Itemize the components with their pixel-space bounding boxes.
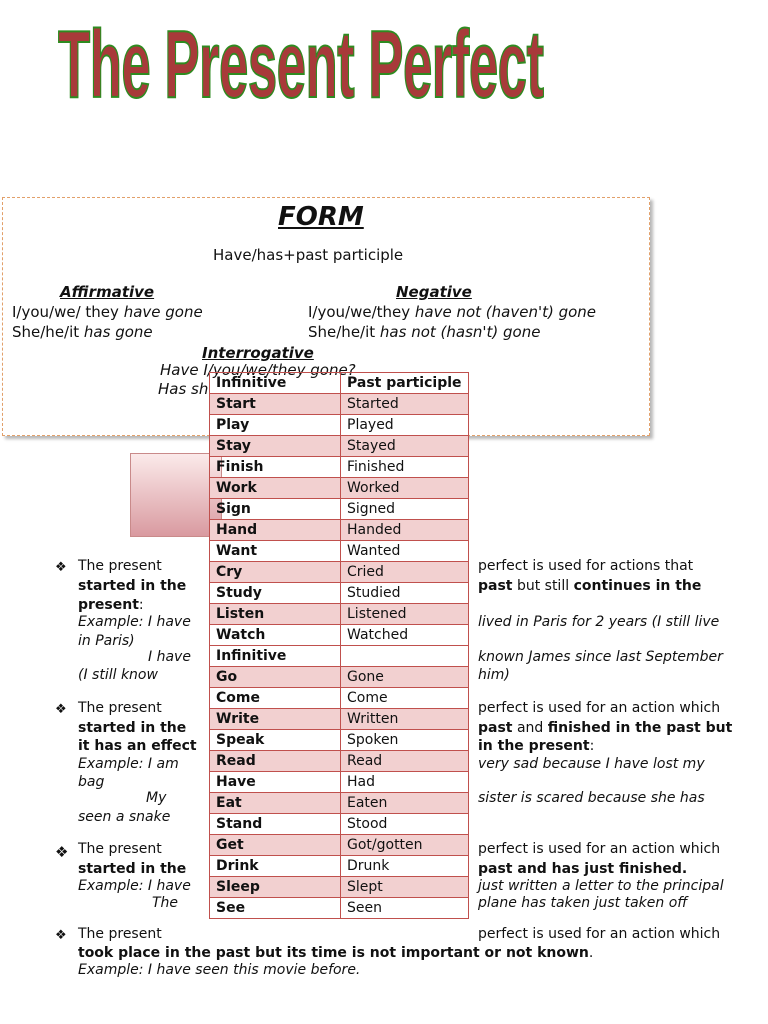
infinitive-cell: Finish <box>210 457 341 478</box>
infinitive-cell: Stay <box>210 436 341 457</box>
bullet-icon: ❖ <box>55 702 67 717</box>
usage-2-text-b: perfect is used for an action which <box>478 700 721 716</box>
usage-3-example-1b: just written a letter to the principal <box>478 878 724 894</box>
table-row <box>210 793 469 814</box>
infinitive-cell: Cry <box>210 562 341 583</box>
table-row <box>210 835 469 856</box>
past-participle-cell: Handed <box>341 520 469 541</box>
usage-2-example-2c: seen a snake <box>78 809 171 825</box>
usage-3-text-c: started in the <box>78 861 187 877</box>
usage-2-text-g: it has an effect <box>78 738 197 754</box>
past-participle-cell: Got/gotten <box>341 835 469 856</box>
table-row <box>210 772 469 793</box>
usage-2-text-d: past and finished in the past but <box>478 720 733 736</box>
infinitive-cell: Have <box>210 772 341 793</box>
usage-1-example-2b: known James since last September <box>478 649 723 665</box>
header-past-participle: Past participle <box>341 373 469 394</box>
past-participle-cell: Listened <box>341 604 469 625</box>
usage-3-example-2a: The <box>152 895 179 911</box>
table-row <box>210 688 469 709</box>
table-row <box>210 856 469 877</box>
infinitive-cell: Work <box>210 478 341 499</box>
negative-heading: Negative <box>396 283 472 301</box>
usage-2-example-1c: bag <box>78 774 105 790</box>
interrogative-line-2: Has sh <box>158 380 209 398</box>
table-row <box>210 583 469 604</box>
usage-3-text-b: perfect is used for an action which <box>478 841 721 857</box>
usage-3-example-2b: plane has taken just taken off <box>478 895 688 911</box>
past-participle-cell: Slept <box>341 877 469 898</box>
form-heading: FORM <box>278 202 364 232</box>
past-participle-cell: Wanted <box>341 541 469 562</box>
infinitive-cell: Sleep <box>210 877 341 898</box>
usage-1-text-g: present: <box>78 597 144 613</box>
past-participle-cell: Worked <box>341 478 469 499</box>
infinitive-cell: Watch <box>210 625 341 646</box>
verb-table <box>209 372 469 919</box>
usage-4-example: Example: I have seen this movie before. <box>78 962 361 978</box>
infinitive-cell: See <box>210 898 341 919</box>
table-row <box>210 562 469 583</box>
infinitive-cell: Write <box>210 709 341 730</box>
negative-line-1: I/you/we/they have not (haven't) gone <box>308 303 597 321</box>
infinitive-cell: Read <box>210 751 341 772</box>
bullet-icon: ❖ <box>55 928 67 943</box>
interrogative-heading: Interrogative <box>202 344 314 362</box>
past-participle-cell <box>341 646 469 667</box>
infinitive-cell: Infinitive <box>210 646 341 667</box>
infinitive-cell: Hand <box>210 520 341 541</box>
table-row <box>210 541 469 562</box>
table-row <box>210 520 469 541</box>
table-row <box>210 499 469 520</box>
affirmative-heading: Affirmative <box>60 283 155 301</box>
table-row <box>210 478 469 499</box>
past-participle-cell: Started <box>341 394 469 415</box>
table-row <box>210 877 469 898</box>
table-row <box>210 415 469 436</box>
table-row <box>210 814 469 835</box>
usage-2-example-1b: very sad because I have lost my <box>478 756 705 772</box>
page-title: The Present Perfect <box>58 11 544 118</box>
usage-2-text-a: The present <box>78 700 162 716</box>
infinitive-cell: Sign <box>210 499 341 520</box>
affirmative-line-1: I/you/we/ they have gone <box>12 303 203 321</box>
usage-1-example-2a: I have <box>148 649 191 665</box>
usage-2-example-1a: Example: I am <box>78 756 179 772</box>
infinitive-cell: Stand <box>210 814 341 835</box>
usage-1-example-1a: Example: I have <box>78 614 191 630</box>
bullet-icon: ❖ <box>55 843 69 861</box>
past-participle-cell: Gone <box>341 667 469 688</box>
infinitive-cell: Listen <box>210 604 341 625</box>
table-header-row <box>210 646 469 667</box>
infinitive-cell: Drink <box>210 856 341 877</box>
usage-1-example-1c: in Paris) <box>78 633 135 649</box>
usage-2-text-h: in the present: <box>478 738 595 754</box>
table-row <box>210 898 469 919</box>
past-participle-cell: Finished <box>341 457 469 478</box>
table-row <box>210 751 469 772</box>
past-participle-cell: Cried <box>341 562 469 583</box>
infinitive-cell: Study <box>210 583 341 604</box>
past-participle-cell: Spoken <box>341 730 469 751</box>
usage-1-text-a: The present <box>78 558 162 574</box>
past-participle-cell: Stood <box>341 814 469 835</box>
past-participle-cell: Played <box>341 415 469 436</box>
infinitive-cell: Want <box>210 541 341 562</box>
past-participle-cell: Studied <box>341 583 469 604</box>
infinitive-cell: Start <box>210 394 341 415</box>
past-participle-cell: Had <box>341 772 469 793</box>
usage-1-text-c: started in the <box>78 578 187 594</box>
infinitive-cell: Get <box>210 835 341 856</box>
infinitive-cell: Come <box>210 688 341 709</box>
interrogative-line-1: Have I/you/we/they gone? <box>160 361 356 379</box>
table-row <box>210 667 469 688</box>
past-participle-cell: Drunk <box>341 856 469 877</box>
usage-1-example-2c: (I still know <box>78 667 158 683</box>
table-row <box>210 604 469 625</box>
form-formula: Have/has+past participle <box>213 246 404 264</box>
table-row <box>210 625 469 646</box>
usage-1-example-2d: him) <box>478 667 510 683</box>
usage-4-text-b: perfect is used for an action which <box>478 926 721 942</box>
past-participle-cell: Written <box>341 709 469 730</box>
usage-2-text-c: started in the <box>78 720 187 736</box>
usage-3-text-a: The present <box>78 841 162 857</box>
past-participle-cell: Watched <box>341 625 469 646</box>
usage-4-text-a: The present <box>78 926 162 942</box>
usage-2-example-2b: sister is scared because she has <box>478 790 705 806</box>
table-row <box>210 709 469 730</box>
past-participle-cell: Signed <box>341 499 469 520</box>
header-infinitive: Infinitive <box>210 373 341 394</box>
table-row <box>210 394 469 415</box>
infinitive-cell: Go <box>210 667 341 688</box>
past-participle-cell: Read <box>341 751 469 772</box>
usage-3-text-d: past and has just finished. <box>478 861 688 877</box>
table-row <box>210 436 469 457</box>
past-participle-cell: Come <box>341 688 469 709</box>
negative-line-2: She/he/it has not (hasn't) gone <box>308 323 541 341</box>
usage-4-text-c: took place in the past but its time is not important or not known. <box>78 945 594 961</box>
table-header-row <box>210 373 469 394</box>
bullet-icon: ❖ <box>55 560 67 575</box>
usage-2-example-2a: My <box>146 790 167 806</box>
table-row <box>210 457 469 478</box>
infinitive-cell: Speak <box>210 730 341 751</box>
past-participle-cell: Stayed <box>341 436 469 457</box>
table-row <box>210 730 469 751</box>
usage-1-example-1b: lived in Paris for 2 years (I still live <box>478 614 720 630</box>
past-participle-cell: Eaten <box>341 793 469 814</box>
usage-3-example-1a: Example: I have <box>78 878 191 894</box>
infinitive-cell: Play <box>210 415 341 436</box>
usage-1-text-b: perfect is used for actions that <box>478 558 694 574</box>
infinitive-cell: Eat <box>210 793 341 814</box>
past-participle-cell: Seen <box>341 898 469 919</box>
verb-table-body <box>210 373 469 919</box>
affirmative-line-2: She/he/it has gone <box>12 323 153 341</box>
usage-1-text-d: past but still continues in the <box>478 578 702 594</box>
